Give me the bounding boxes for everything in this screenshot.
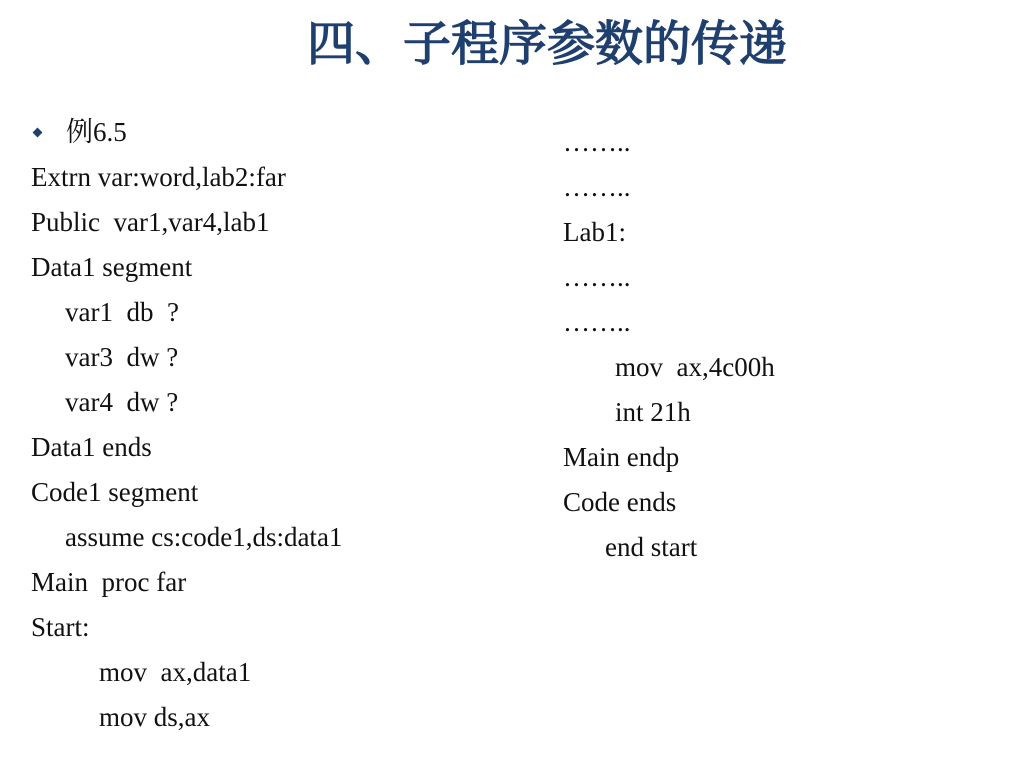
code-line: mov ax,4c00h xyxy=(615,352,775,382)
code-line: Main proc far xyxy=(31,567,187,597)
code-line: mov ax,data1 xyxy=(99,657,252,687)
code-line: Code ends xyxy=(563,487,677,517)
code-line: mov ds,ax xyxy=(99,702,210,732)
code-line: Data1 segment xyxy=(31,252,193,282)
code-line: …….. xyxy=(563,262,631,292)
code-line: assume cs:code1,ds:data1 xyxy=(65,522,343,552)
code-left-column xyxy=(31,110,531,740)
code-line: Lab1: xyxy=(563,217,626,247)
code-line: …….. xyxy=(563,172,631,202)
code-line: int 21h xyxy=(615,397,691,427)
code-line: end start xyxy=(605,532,698,562)
example-heading xyxy=(31,110,531,155)
code-line: Code1 segment xyxy=(31,477,199,507)
code-line: Public var1,var4,lab1 xyxy=(31,207,270,237)
code-line: var1 db ? xyxy=(65,297,179,327)
code-line: var3 dw ? xyxy=(65,342,179,372)
code-line: …….. xyxy=(563,307,631,337)
code-line: var4 dw ? xyxy=(65,387,179,417)
code-right-column xyxy=(563,120,1003,570)
code-line: Main endp xyxy=(563,442,680,472)
code-line: Data1 ends xyxy=(31,432,152,462)
slide-title: 四、子程序参数的传递 xyxy=(306,16,787,72)
code-line: …….. xyxy=(563,127,631,157)
code-line: Start: xyxy=(31,612,90,642)
diamond-bullet-icon xyxy=(33,128,43,138)
example-label: 例6.5 xyxy=(66,117,127,147)
code-line: Extrn var:word,lab2:far xyxy=(31,162,286,192)
